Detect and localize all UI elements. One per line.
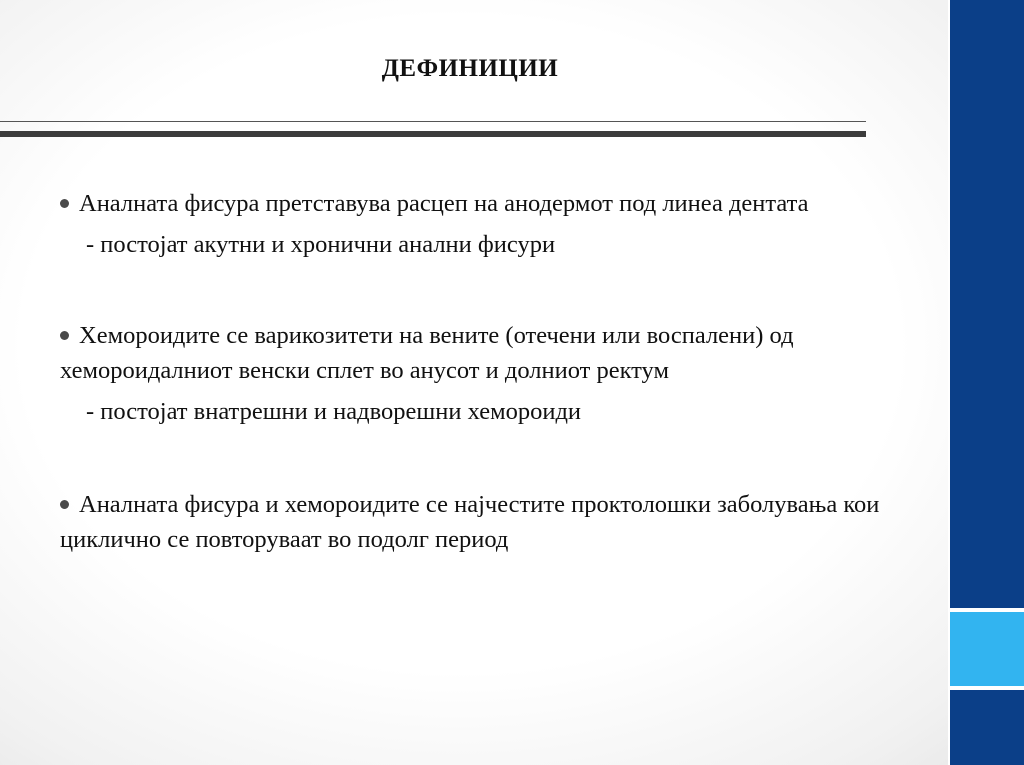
list-item [60,487,920,557]
spacer [60,262,920,318]
bullet-icon [60,199,69,208]
decorative-sidebar [948,0,1024,765]
list-item-text: Аналната фисура претставува расцеп на анодермот под линеа дентата [79,190,809,217]
sidebar-bar-top [950,0,1024,608]
spacer [60,429,920,487]
list-item-subpoint: - постојат внатрешни и надворешни хемороиди [86,398,582,425]
sidebar-bar-bottom [950,690,1024,765]
sidebar-bar-accent [950,612,1024,686]
bullet-icon [60,331,69,340]
slide-body [60,186,920,557]
list-item-text: Аналната фисура и хемороидите се најчестите проктолошки заболувања кои циклично се повторуваат во подолг период [60,491,880,553]
page-title: ДЕФИНИЦИИ [381,55,559,82]
title-divider-thick [0,131,866,137]
list-item [60,186,920,221]
list-item-subpoint: - постојат акутни и хронични анални фисури [86,231,556,258]
list-item-text: Хемороидите се варикозитети на вените (отечени или воспалени) од хемороидалниот венски сплет во анусот и долниот ректум [60,322,794,384]
bullet-icon [60,500,69,509]
list-item [60,318,920,388]
title-divider-thin [0,121,866,122]
